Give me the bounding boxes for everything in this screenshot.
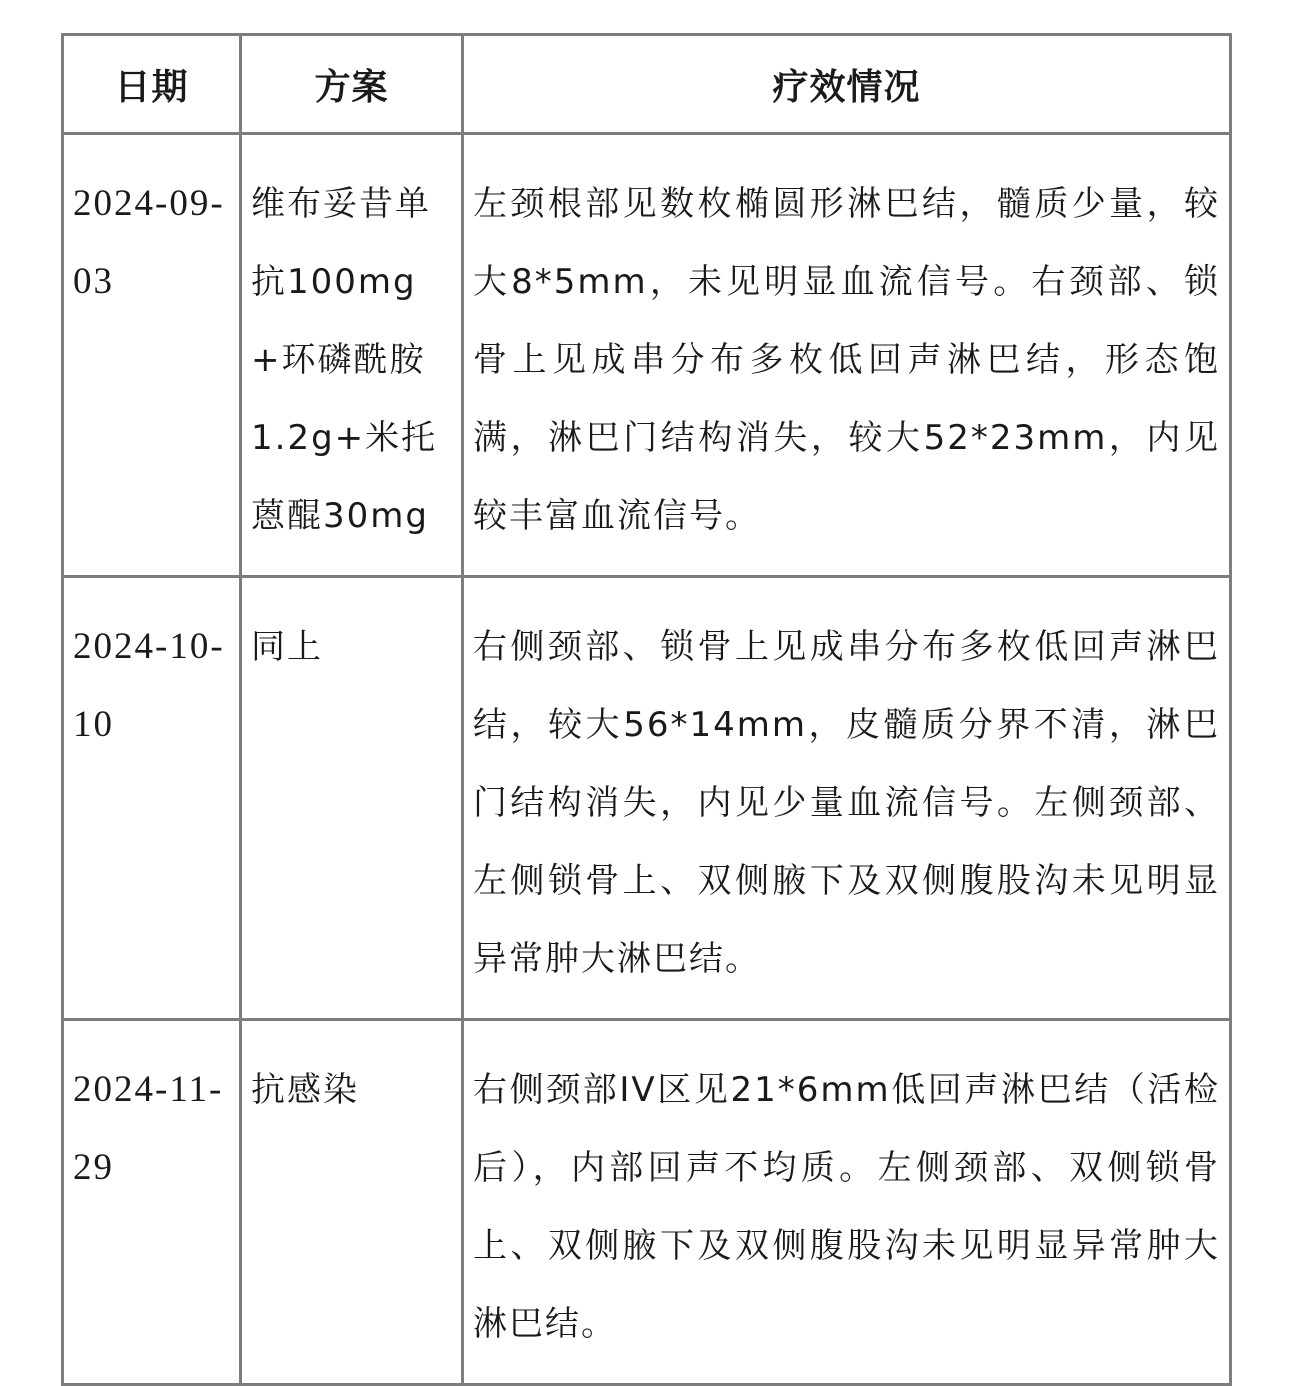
table-row [63,1020,1231,1385]
cell-effect: 右侧颈部IV区见21*6mm低回声淋巴结（活检后），内部回声不均质。左侧颈部、双侧锁骨上、双侧腋下及双侧腹股沟未见明显异常肿大淋巴结。 [463,1020,1231,1385]
cell-plan: 维布妥昔单抗100mg+环磷酰胺1.2g+米托蒽醌30mg [241,134,463,577]
cell-date: 2024-09-03 [63,134,241,577]
treatment-table-container [61,33,1229,1386]
table-row [63,577,1231,1020]
cell-date: 2024-11-29 [63,1020,241,1385]
header-effect: 疗效情况 [463,35,1231,134]
treatment-table [61,33,1232,1386]
table-row [63,134,1231,577]
cell-effect: 右侧颈部、锁骨上见成串分布多枚低回声淋巴结，较大56*14mm，皮髓质分界不清，淋巴门结构消失，内见少量血流信号。左侧颈部、左侧锁骨上、双侧腋下及双侧腹股沟未见明显异常肿大淋巴结。 [463,577,1231,1020]
cell-date: 2024-10-10 [63,577,241,1020]
header-plan: 方案 [241,35,463,134]
header-date: 日期 [63,35,241,134]
table-header-row [63,35,1231,134]
cell-plan: 抗感染 [241,1020,463,1385]
cell-effect: 左颈根部见数枚椭圆形淋巴结，髓质少量，较大8*5mm，未见明显血流信号。右颈部、锁骨上见成串分布多枚低回声淋巴结，形态饱满，淋巴门结构消失，较大52*23mm，内见较丰富血流信号。 [463,134,1231,577]
cell-plan: 同上 [241,577,463,1020]
